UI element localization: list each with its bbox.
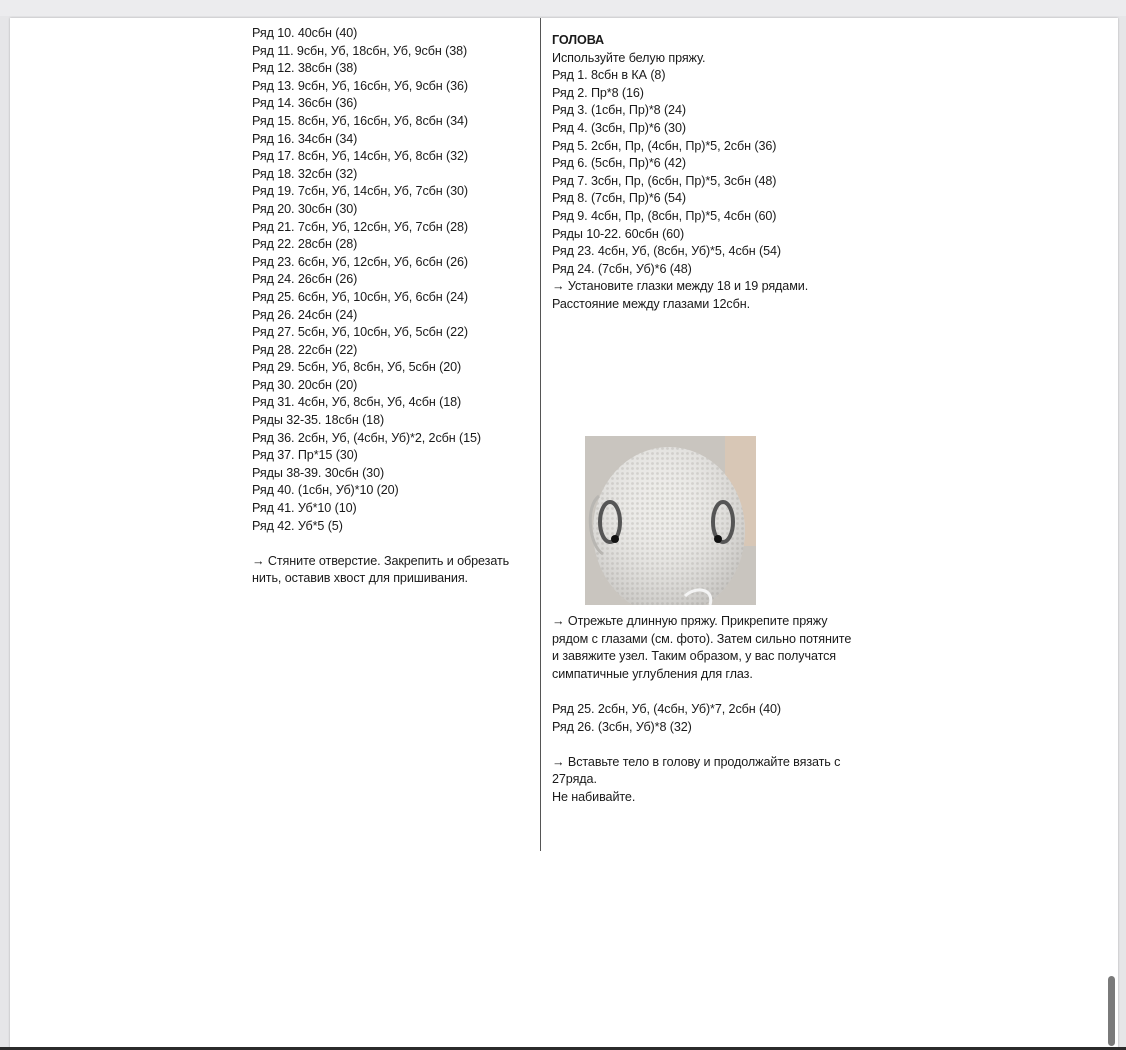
pattern-row: Ряд 15. 8сбн, Уб, 16сбн, Уб, 8сбн (34) (252, 113, 469, 128)
pattern-row: Ряд 11. 9сбн, Уб, 18сбн, Уб, 9сбн (38) (252, 43, 468, 58)
spacer (252, 535, 542, 553)
pattern-row: Ряд 5. 2сбн, Пр, (4сбн, Пр)*5, 2сбн (36) (552, 138, 777, 153)
note-line: Не набивайте. (552, 789, 636, 804)
note-line: Расстояние между глазами 12сбн. (552, 296, 750, 311)
pattern-row: Ряд 7. 3сбн, Пр, (6сбн, Пр)*5, 3сбн (48) (552, 173, 777, 188)
pattern-row: Ряд 26. 24сбн (24) (252, 307, 358, 322)
crochet-head-photo (585, 436, 756, 605)
right-column (552, 32, 882, 314)
pattern-row: Ряд 28. 22сбн (22) (252, 342, 358, 357)
note-line: → Вставьте тело в голову и продолжайте вязать с (552, 754, 841, 769)
pattern-row: Ряд 24. (7сбн, Уб)*6 (48) (552, 261, 692, 276)
note-line: → Отрежьте длинную пряжу. Прикрепите пряжу (552, 614, 828, 628)
pattern-row: Ряд 25. 6сбн, Уб, 10сбн, Уб, 6сбн (24) (252, 289, 469, 304)
pattern-row: Ряд 31. 4сбн, Уб, 8сбн, Уб, 4сбн (18) (252, 395, 462, 410)
pattern-row: Ряд 27. 5сбн, Уб, 10сбн, Уб, 5сбн (22) (252, 325, 469, 340)
intro-text: Используйте белую пряжу. (552, 50, 706, 65)
pattern-row: Ряд 23. 4сбн, Уб, (8сбн, Уб)*5, 4сбн (54) (552, 244, 782, 259)
left-column (252, 25, 542, 588)
note-line: 27ряда. (552, 772, 597, 787)
pattern-row: Ряд 22. 28сбн (28) (252, 237, 358, 252)
pattern-row: Ряды 32-35. 18сбн (18) (252, 413, 385, 428)
pattern-row: Ряд 20. 30сбн (30) (252, 201, 358, 216)
close-opening-note (252, 553, 542, 588)
pattern-row: Ряд 26. (3сбн, Уб)*8 (32) (552, 719, 692, 734)
pattern-row: Ряд 13. 9сбн, Уб, 16сбн, Уб, 9сбн (36) (252, 78, 469, 93)
pattern-row: Ряд 1. 8сбн в КА (8) (552, 68, 666, 83)
pattern-row: Ряд 41. Уб*10 (10) (252, 501, 357, 516)
column-divider (540, 18, 541, 851)
pattern-row: Ряд 36. 2сбн, Уб, (4сбн, Уб)*2, 2сбн (15) (252, 430, 482, 445)
pattern-row: Ряд 30. 20сбн (20) (252, 377, 358, 392)
pattern-row: Ряд 12. 38сбн (38) (252, 61, 358, 76)
pattern-row: Ряд 37. Пр*15 (30) (252, 448, 358, 463)
viewer-top-bar (0, 0, 1126, 16)
pattern-row: Ряд 6. (5сбн, Пр)*6 (42) (552, 156, 686, 171)
pattern-row: Ряды 10-22. 60сбн (60) (552, 226, 685, 241)
pattern-row: Ряд 8. (7сбн, Пр)*6 (54) (552, 191, 686, 206)
right-lower-block (552, 613, 882, 807)
cut-yarn-note (552, 613, 882, 683)
pattern-row: Ряды 38-39. 30сбн (30) (252, 465, 385, 480)
section-title: ГОЛОВА (552, 33, 605, 47)
pattern-row: Ряд 16. 34сбн (34) (252, 131, 358, 146)
pattern-row: Ряд 25. 2сбн, Уб, (4сбн, Уб)*7, 2сбн (40) (552, 701, 782, 716)
pattern-row: Ряд 21. 7сбн, Уб, 12сбн, Уб, 7сбн (28) (252, 219, 469, 234)
pattern-row: Ряд 3. (1сбн, Пр)*8 (24) (552, 103, 686, 118)
spacer (552, 736, 882, 754)
insert-body-note (552, 754, 882, 807)
pattern-row: Ряд 17. 8сбн, Уб, 14сбн, Уб, 8сбн (32) (252, 149, 469, 164)
spacer (552, 683, 882, 701)
pattern-row: Ряд 2. Пр*8 (16) (552, 85, 644, 100)
document-page (10, 18, 1118, 1048)
head-rows-list (552, 67, 882, 278)
eyes-note (552, 278, 882, 313)
note-line: и завяжите узел. Таким образом, у вас получатся (552, 649, 837, 664)
pattern-row: Ряд 24. 26сбн (26) (252, 272, 358, 287)
pattern-row: Ряд 10. 40сбн (40) (252, 26, 358, 40)
pattern-row: Ряд 9. 4сбн, Пр, (8сбн, Пр)*5, 4сбн (60) (552, 208, 777, 223)
note-line: симпатичные углубления для глаз. (552, 666, 753, 681)
left-rows-list (252, 25, 542, 535)
rows-after-list (552, 701, 882, 736)
note-line: → Стяните отверстие. Закрепить и обрезать (252, 553, 510, 568)
pattern-row: Ряд 40. (1сбн, Уб)*10 (20) (252, 483, 399, 498)
pattern-row: Ряд 19. 7сбн, Уб, 14сбн, Уб, 7сбн (30) (252, 184, 469, 199)
pattern-row: Ряд 42. Уб*5 (5) (252, 518, 343, 533)
note-line: → Установите глазки между 18 и 19 рядами. (552, 279, 809, 294)
pattern-row: Ряд 14. 36сбн (36) (252, 96, 358, 111)
note-line: рядом с глазами (см. фото). Затем сильно потяните (552, 631, 852, 646)
note-line: нить, оставив хвост для пришивания. (252, 571, 468, 586)
pattern-row: Ряд 23. 6сбн, Уб, 12сбн, Уб, 6сбн (26) (252, 254, 469, 269)
pattern-row: Ряд 29. 5сбн, Уб, 8сбн, Уб, 5сбн (20) (252, 360, 462, 375)
pattern-row: Ряд 4. (3сбн, Пр)*6 (30) (552, 120, 686, 135)
pattern-row: Ряд 18. 32сбн (32) (252, 166, 358, 181)
scrollbar-thumb[interactable] (1108, 976, 1115, 1046)
